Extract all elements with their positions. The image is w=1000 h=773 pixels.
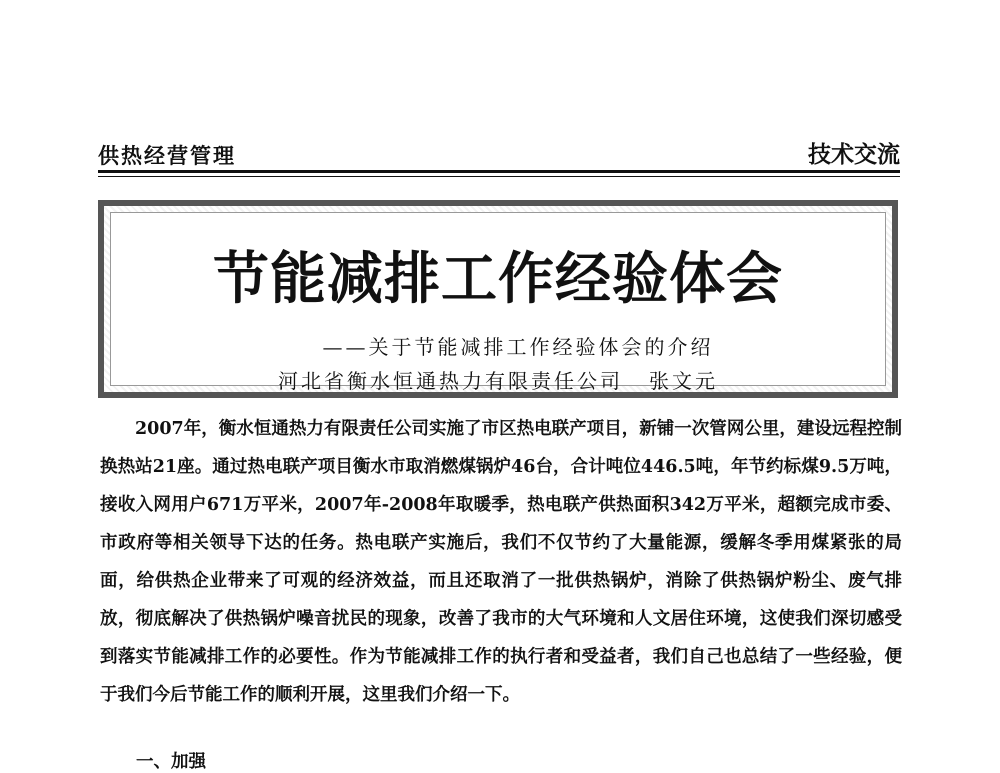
header-rule — [98, 170, 900, 173]
article-title: 节能减排工作经验体会 — [213, 246, 783, 312]
body-paragraph: 2007年，衡水恒通热力有限责任公司实施了市区热电联产项目，新铺一次管网公里，建设远程控制换热站21座。通过热电联产项目衡水市取消燃煤锅炉46台，合计吨位446.5吨，年节约标煤9.5万吨，接收入网用户671万平米，2007年-2008年取暖季，热电联产供热面积342万平米，超额完成市委、市政府等相关领导下达的任务。热电联产实施后，我们不仅节约了大量能源，缓解冬季用煤紧张的局面，给供热企业带来了可观的经济效益，而且还取消了一批供热锅炉，消除了供热锅炉粉尘、废气排放，彻底解决了供热锅炉噪音扰民的现象，改善了我市的大气环境和人文居住环境，这使我们深切感受到落实节能减排工作的必要性。作为节能减排工作的执行者和受益者，我们自己也总结了一些经验，便于我们今后节能工作的顺利开展，这里我们介绍一下。 — [100, 419, 902, 705]
title-frame — [98, 200, 898, 398]
journal-column-title: 供热经营管理 — [98, 144, 236, 168]
author-name: 张文元 — [649, 369, 718, 393]
byline — [111, 365, 885, 394]
section-title: 技术交流 — [808, 142, 900, 168]
author-organization: 河北省衡水恒通热力有限责任公司 — [278, 369, 623, 393]
article-subtitle: ——关于节能减排工作经验体会的介绍 — [322, 335, 714, 359]
header-rule-thin — [98, 176, 900, 177]
title-frame-inner — [110, 212, 886, 393]
next-section-heading: 一、加强 — [136, 752, 206, 772]
